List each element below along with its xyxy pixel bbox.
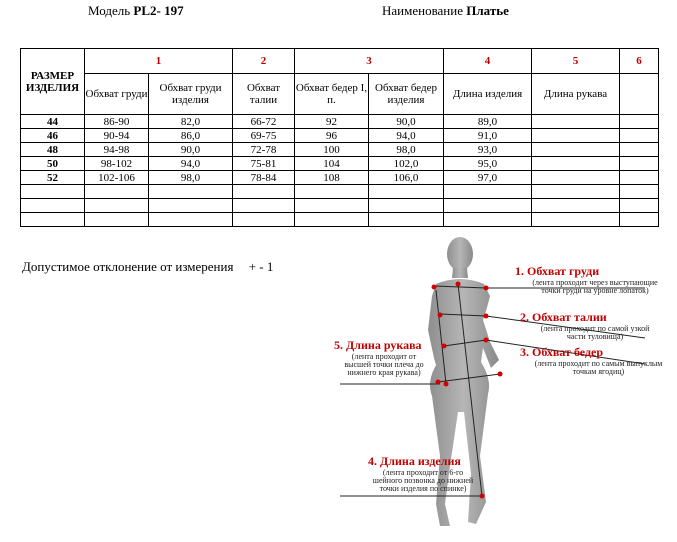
table-row <box>21 143 659 157</box>
table-cell: 106,0 <box>369 171 444 185</box>
table-cell: 104 <box>295 157 369 171</box>
table-cell <box>149 213 233 227</box>
table-cell <box>149 185 233 199</box>
table-row <box>21 115 659 129</box>
empty-table-row <box>21 199 659 213</box>
table-cell <box>295 185 369 199</box>
annotation-title: 5. Длина рукава <box>334 338 422 352</box>
table-cell <box>21 185 85 199</box>
annotation-desc: точки груди на уровне лопаток) <box>541 286 649 295</box>
table-cell <box>620 199 659 213</box>
table-cell: 90,0 <box>369 115 444 129</box>
table-cell <box>532 157 620 171</box>
column-header: Обхват груди <box>85 74 149 115</box>
annotation-title: 4. Длина изделия <box>368 454 461 468</box>
table-cell: 94-98 <box>85 143 149 157</box>
column-header: Обхват талии <box>233 74 295 115</box>
table-cell <box>620 157 659 171</box>
table-cell: 82,0 <box>149 115 233 129</box>
annotation-desc: части туловища) <box>566 332 624 341</box>
table-cell <box>532 199 620 213</box>
column-header: Обхват груди изделия <box>149 74 233 115</box>
column-header <box>295 74 369 115</box>
model-value: PL2- 197 <box>133 3 184 18</box>
tolerance-value: + - 1 <box>248 259 274 274</box>
annotation-desc: (лента проходит от 6-го <box>382 468 464 477</box>
table-cell <box>21 199 85 213</box>
hips-annotation <box>520 345 677 376</box>
table-cell: 98,0 <box>369 143 444 157</box>
table-cell: 78-84 <box>233 171 295 185</box>
group-number: 1 <box>85 49 233 74</box>
size-chart-table <box>20 48 659 227</box>
annotation-title: 1. Обхват груди <box>515 264 600 278</box>
table-cell: 97,0 <box>444 171 532 185</box>
table-cell: 75-81 <box>233 157 295 171</box>
table-cell <box>295 213 369 227</box>
tolerance-label: Допустимое отклонение от измерения <box>22 259 234 274</box>
table-cell: 86-90 <box>85 115 149 129</box>
table-cell <box>85 199 149 213</box>
table-cell: 72-78 <box>233 143 295 157</box>
annotation-title: 2. Обхват талии <box>520 310 607 324</box>
table-cell: 95,0 <box>444 157 532 171</box>
sleeve-annotation <box>334 338 434 377</box>
annotation-desc: точки изделия по спинке) <box>379 484 467 493</box>
table-row <box>21 129 659 143</box>
table-cell: 90-94 <box>85 129 149 143</box>
annotation-title: 3. Обхват бедер <box>520 345 604 359</box>
group-number: 5 <box>532 49 620 74</box>
column-header: Длина рукава <box>532 74 620 115</box>
size-cell: 46 <box>21 129 85 143</box>
table-cell <box>620 143 659 157</box>
length-annotation <box>368 454 478 493</box>
table-cell: 96 <box>295 129 369 143</box>
table-cell: 108 <box>295 171 369 185</box>
size-cell: 50 <box>21 157 85 171</box>
size-cell: 52 <box>21 171 85 185</box>
table-cell: 91,0 <box>444 129 532 143</box>
size-cell: 44 <box>21 115 85 129</box>
table-cell <box>620 171 659 185</box>
table-cell: 93,0 <box>444 143 532 157</box>
size-cell: 48 <box>21 143 85 157</box>
table-cell <box>620 213 659 227</box>
table-cell: 102,0 <box>369 157 444 171</box>
table-cell <box>369 199 444 213</box>
table-cell: 100 <box>295 143 369 157</box>
table-cell: 98,0 <box>149 171 233 185</box>
table-cell <box>532 115 620 129</box>
group-number: 6 <box>620 49 659 74</box>
annotation-desc: (лента проходит по самой узкой <box>540 324 650 333</box>
annotation-desc: (лента проходит от <box>351 352 417 361</box>
table-cell <box>532 213 620 227</box>
table-cell: 66-72 <box>233 115 295 129</box>
table-cell: 102-106 <box>85 171 149 185</box>
table-cell <box>620 115 659 129</box>
column-header <box>620 74 659 115</box>
table-cell <box>532 143 620 157</box>
table-cell <box>233 213 295 227</box>
table-cell <box>532 171 620 185</box>
annotation-desc: точкам ягодиц) <box>572 367 625 376</box>
column-header-text: Обхват бедер I, п. <box>295 82 368 106</box>
table-cell <box>233 185 295 199</box>
table-cell <box>369 185 444 199</box>
measurement-figure <box>300 234 677 534</box>
group-number: 4 <box>444 49 532 74</box>
table-cell: 94,0 <box>369 129 444 143</box>
table-cell: 92 <box>295 115 369 129</box>
table-cell <box>85 185 149 199</box>
table-cell <box>21 213 85 227</box>
annotation-desc: шейного позвонка до нижней <box>372 476 474 485</box>
empty-table-row <box>21 185 659 199</box>
table-cell: 94,0 <box>149 157 233 171</box>
name-label: Наименование <box>382 3 463 18</box>
column-header: Обхват бедер изделия <box>369 74 444 115</box>
table-cell: 89,0 <box>444 115 532 129</box>
size-column-header: РАЗМЕР ИЗДЕЛИЯ <box>21 49 85 115</box>
annotation-desc: нижнего края рукава) <box>347 368 421 377</box>
model-label: Модель <box>88 3 131 18</box>
table-cell <box>444 185 532 199</box>
table-row <box>21 157 659 171</box>
table-cell <box>532 185 620 199</box>
annotation-desc: (лента проходит через выступающие <box>532 278 658 287</box>
table-cell: 98-102 <box>85 157 149 171</box>
model-header <box>88 3 184 19</box>
table-cell <box>85 213 149 227</box>
chest-annotation <box>515 264 675 295</box>
name-value: Платье <box>466 3 509 18</box>
name-header <box>382 3 509 19</box>
table-cell <box>369 213 444 227</box>
group-number: 3 <box>295 49 444 74</box>
table-cell <box>620 129 659 143</box>
table-cell <box>532 129 620 143</box>
table-cell <box>149 199 233 213</box>
annotation-desc: высшей точки плеча до <box>344 360 424 369</box>
table-cell <box>233 199 295 213</box>
table-cell: 90,0 <box>149 143 233 157</box>
table-cell: 69-75 <box>233 129 295 143</box>
table-cell <box>444 213 532 227</box>
empty-table-row <box>21 213 659 227</box>
group-number: 2 <box>233 49 295 74</box>
table-cell <box>620 185 659 199</box>
column-header: Длина изделия <box>444 74 532 115</box>
table-cell <box>444 199 532 213</box>
waist-annotation <box>520 310 670 341</box>
table-row <box>21 171 659 185</box>
table-cell <box>295 199 369 213</box>
tolerance-note <box>22 259 273 275</box>
table-cell: 86,0 <box>149 129 233 143</box>
annotation-desc: (лента проходит по самым выпуклым <box>534 359 663 368</box>
